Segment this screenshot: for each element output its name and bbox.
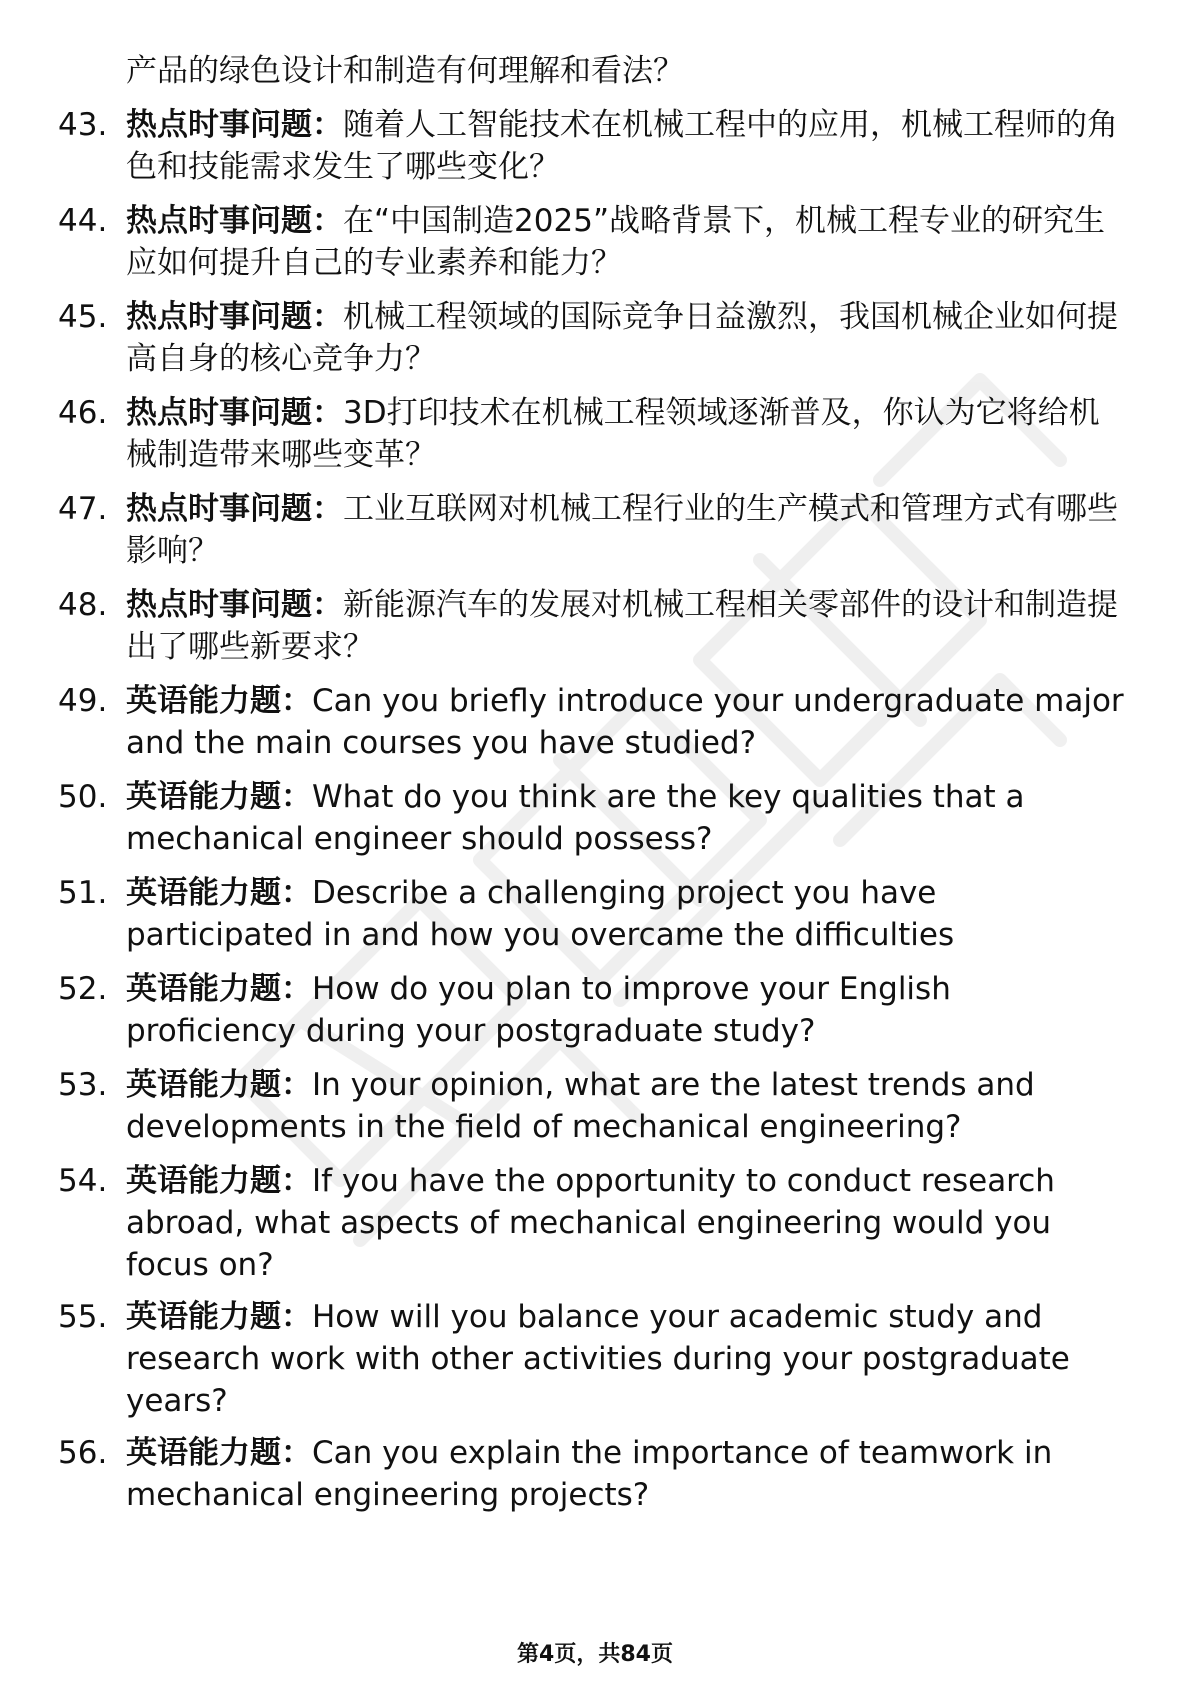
- question-number: 44.: [58, 203, 108, 239]
- question-body: [126, 968, 1130, 1052]
- question-text: 随着人工智能技术在机械工程中的应用，机械工程师的角色和技能需求发生了哪些变化？: [126, 107, 1118, 185]
- question-body: [126, 104, 1130, 188]
- question-item-47: [58, 488, 1130, 572]
- question-text: Can you explain the importance of teamwork in mechanical engineering projects?: [126, 1435, 1053, 1513]
- question-text: What do you think are the key qualities that a mechanical engineer should possess?: [126, 779, 1025, 857]
- question-category: 英语能力题：: [126, 683, 312, 719]
- question-item-52: [58, 968, 1130, 1052]
- question-body: [126, 584, 1130, 668]
- question-item-53: [58, 1064, 1130, 1148]
- question-category: 英语能力题：: [126, 1299, 312, 1335]
- question-number: 51.: [58, 875, 108, 911]
- question-number: 52.: [58, 971, 108, 1007]
- question-category: 热点时事问题：: [126, 395, 343, 431]
- question-body: [126, 1160, 1130, 1286]
- question-text: 新能源汽车的发展对机械工程相关零部件的设计和制造提出了哪些新要求？: [126, 587, 1118, 665]
- question-body: [126, 1432, 1130, 1516]
- question-number: 56.: [58, 1435, 108, 1471]
- question-text: In your opinion, what are the latest trends and developments in the field of mechanical engineering?: [126, 1067, 1035, 1145]
- question-number: 47.: [58, 491, 108, 527]
- question-category: 英语能力题：: [126, 875, 312, 911]
- question-item-51: [58, 872, 1130, 956]
- question-body: [126, 776, 1130, 860]
- question-number: 55.: [58, 1299, 108, 1335]
- question-body: [126, 392, 1130, 476]
- question-number: 43.: [58, 107, 108, 143]
- page-footer: 第4页，共84页: [517, 1642, 673, 1667]
- question-category: 英语能力题：: [126, 971, 312, 1007]
- question-category: 英语能力题：: [126, 1163, 312, 1199]
- question-text: Describe a challenging project you have participated in and how you overcame the difficulties: [126, 875, 955, 953]
- question-category: 英语能力题：: [126, 1435, 312, 1471]
- question-category: 热点时事问题：: [126, 203, 343, 239]
- question-number: 53.: [58, 1067, 108, 1103]
- question-body: [126, 488, 1130, 572]
- question-text: How do you plan to improve your English proficiency during your postgraduate study?: [126, 971, 951, 1049]
- question-item-45: [58, 296, 1130, 380]
- question-number: 49.: [58, 683, 108, 719]
- question-category: 英语能力题：: [126, 779, 312, 815]
- question-text: How will you balance your academic study and research work with other activities during your postgraduate years?: [126, 1299, 1070, 1419]
- question-item-54: [58, 1160, 1130, 1286]
- continuation-text: 产品的绿色设计和制造有何理解和看法？: [126, 53, 684, 89]
- question-number: 54.: [58, 1163, 108, 1199]
- question-text: If you have the opportunity to conduct research abroad, what aspects of mechanical engineering would you focus on?: [126, 1163, 1055, 1283]
- question-item-50: [58, 776, 1130, 860]
- question-item-55: [58, 1296, 1130, 1422]
- question-text: 工业互联网对机械工程行业的生产模式和管理方式有哪些影响？: [126, 491, 1118, 569]
- question-item-44: [58, 200, 1130, 284]
- question-body: [126, 1296, 1130, 1422]
- question-item-56: [58, 1432, 1130, 1516]
- question-number: 50.: [58, 779, 108, 815]
- question-item-43: [58, 104, 1130, 188]
- question-category: 热点时事问题：: [126, 491, 343, 527]
- question-text: Can you briefly introduce your undergraduate major and the main courses you have studied?: [126, 683, 1124, 761]
- question-category: 英语能力题：: [126, 1067, 312, 1103]
- question-number: 45.: [58, 299, 108, 335]
- question-item-49: [58, 680, 1130, 764]
- question-body: [126, 872, 1130, 956]
- question-body: [126, 200, 1130, 284]
- question-text: 机械工程领域的国际竞争日益激烈，我国机械企业如何提高自身的核心竞争力？: [126, 299, 1118, 377]
- question-number: 46.: [58, 395, 108, 431]
- question-text: 3D打印技术在机械工程领域逐渐普及，你认为它将给机械制造带来哪些变革？: [126, 395, 1100, 473]
- question-category: 热点时事问题：: [126, 299, 343, 335]
- question-category: 热点时事问题：: [126, 587, 343, 623]
- question-item-48: [58, 584, 1130, 668]
- question-text: 在“中国制造2025”战略背景下，机械工程专业的研究生应如何提升自己的专业素养和能力？: [126, 203, 1106, 281]
- question-number: 48.: [58, 587, 108, 623]
- question-body: [126, 296, 1130, 380]
- question-body: [126, 680, 1130, 764]
- question-category: 热点时事问题：: [126, 107, 343, 143]
- question-item-46: [58, 392, 1130, 476]
- question-body: [126, 1064, 1130, 1148]
